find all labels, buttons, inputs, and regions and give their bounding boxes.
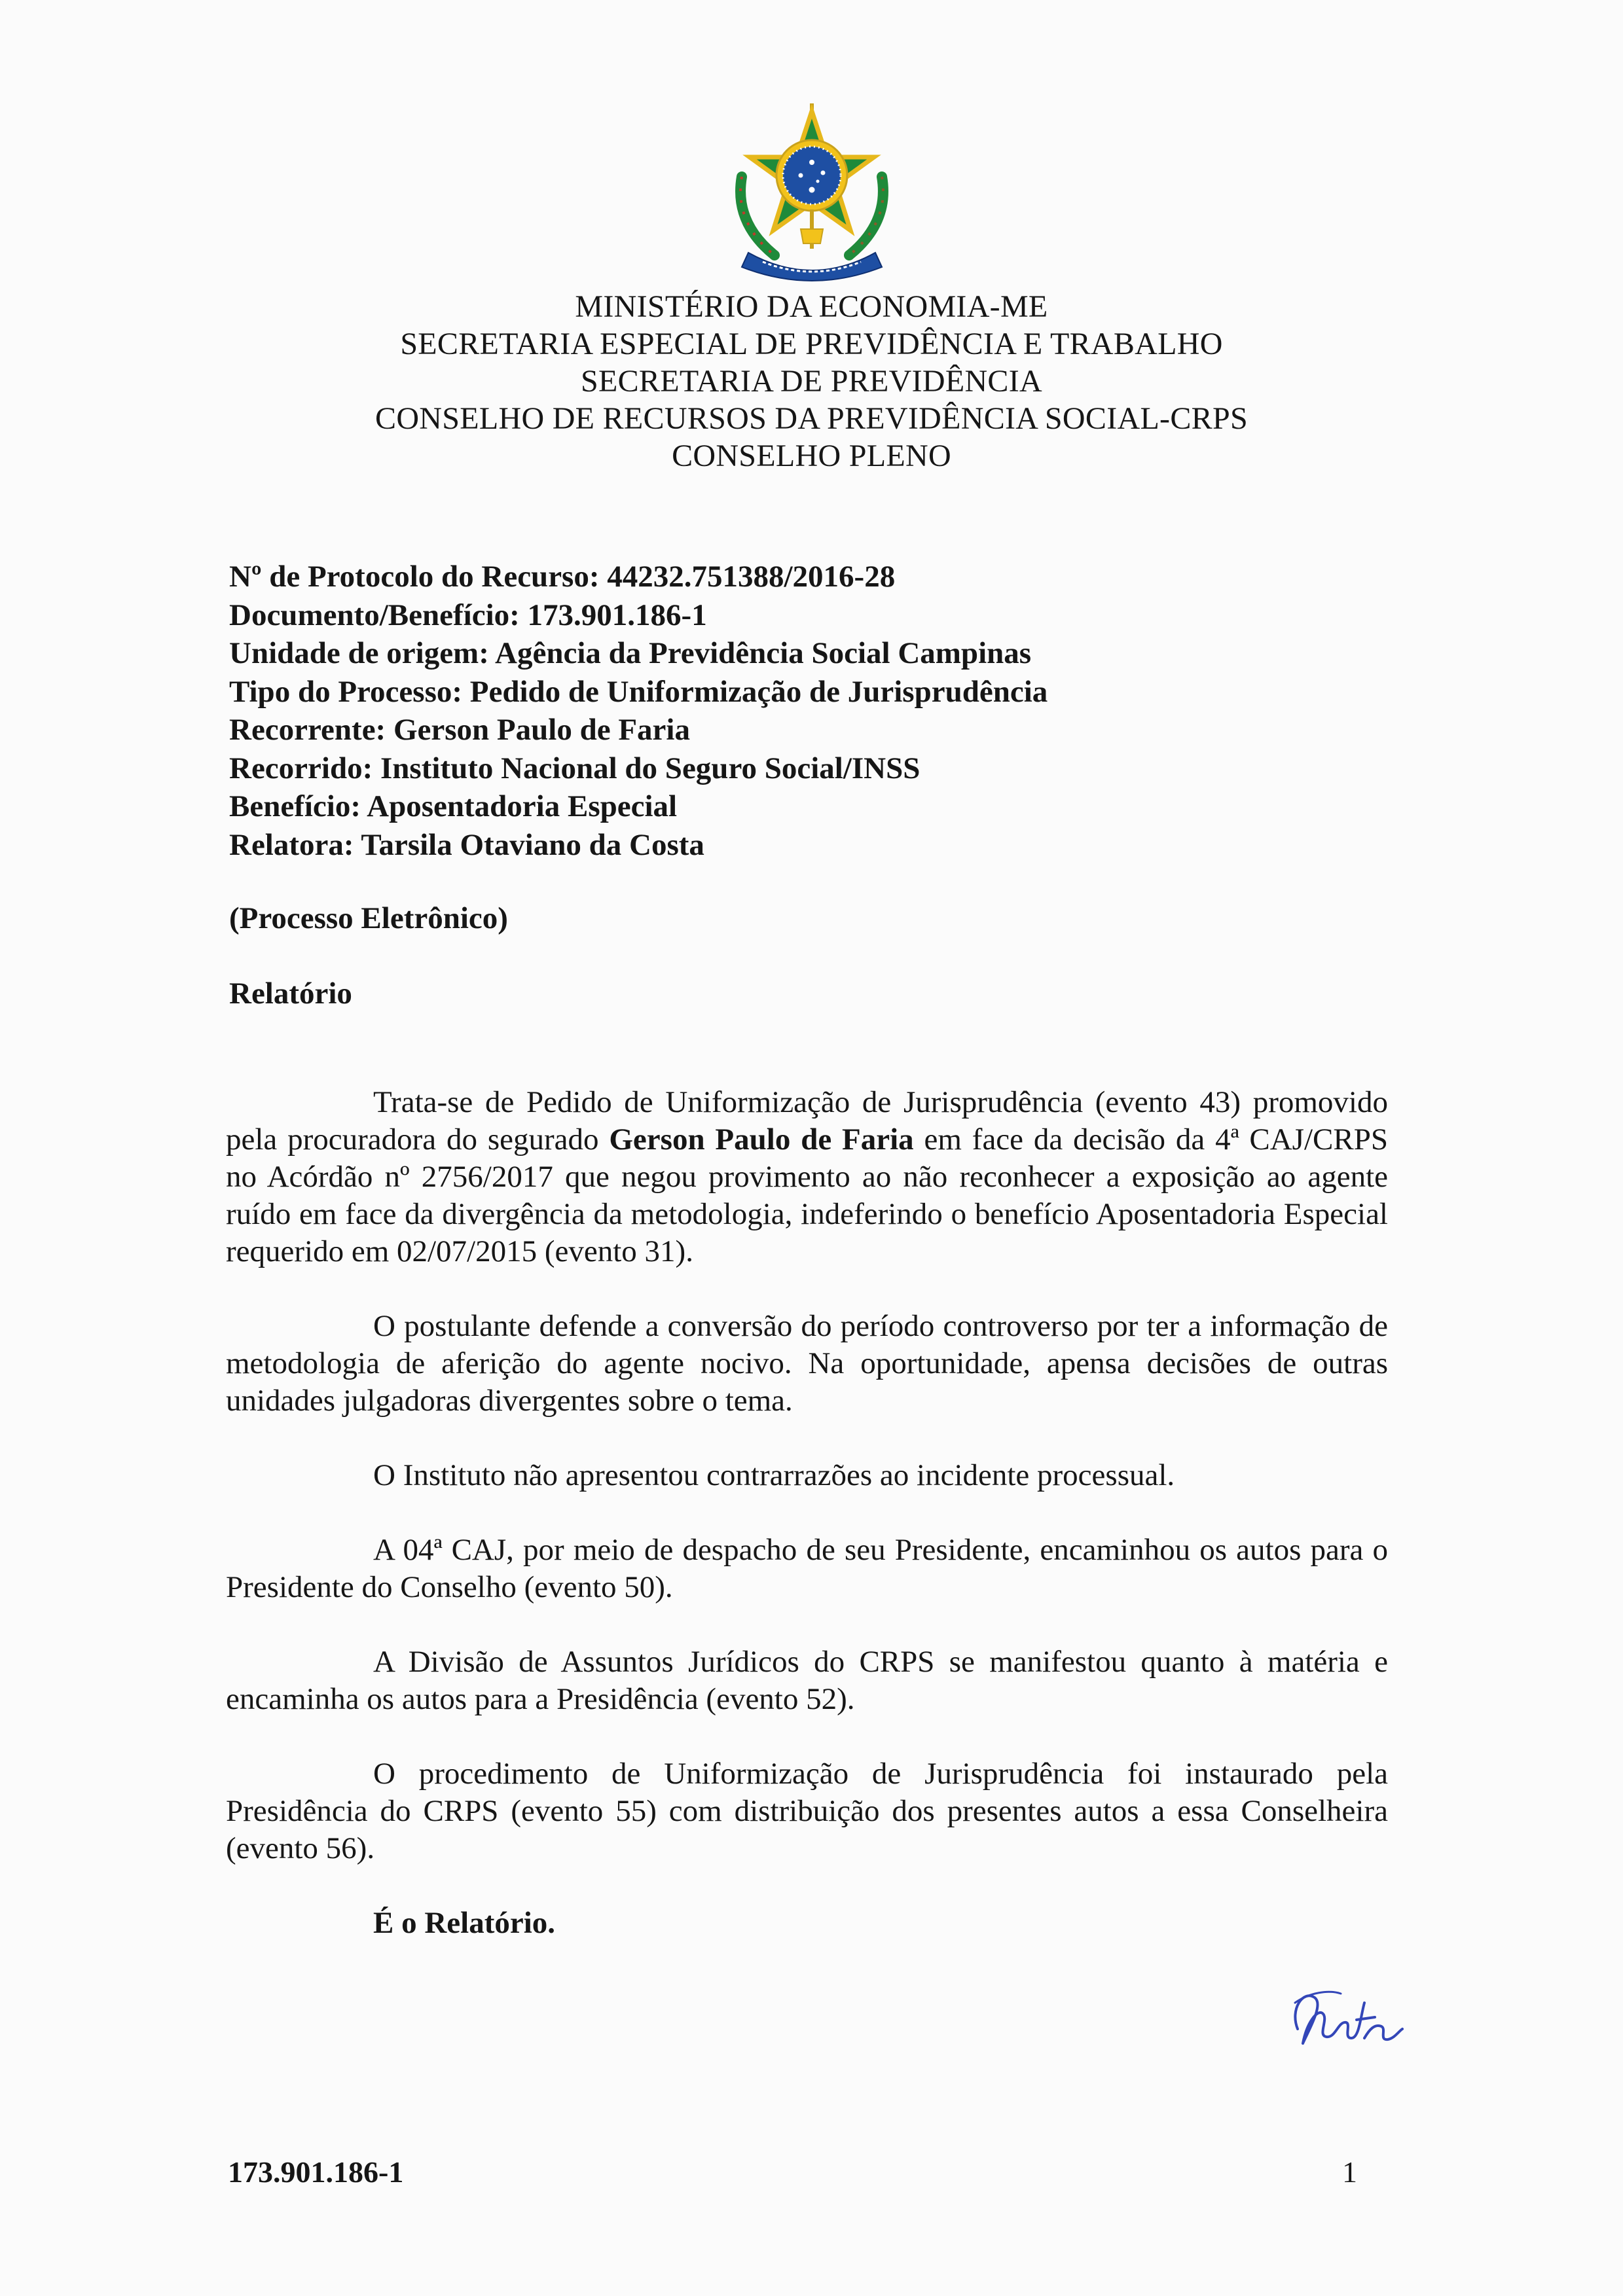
meta-appellant: Recorrente: Gerson Paulo de Faria	[229, 713, 690, 747]
letterhead	[196, 288, 1427, 475]
header-ministry: MINISTÉRIO DA ECONOMIA-ME	[575, 289, 1048, 324]
conclusion: É o Relatório.	[373, 1906, 556, 1940]
meta-appellee: Recorrido: Instituto Nacional do Seguro Social/INSS	[229, 751, 921, 785]
paragraph-1-start: Trata-se de Pedido de Uniformização de Jurisprudência (evento 43) promovido pela procuradora do segurado	[226, 1085, 1388, 1157]
page-number: 1	[1342, 2155, 1357, 2189]
paragraph-3: O Instituto não apresentou contrarrazões ao incidente processual.	[373, 1458, 1175, 1492]
paragraph-2: O postulante defende a conversão do período controverso por ter a informação de metodologia de aferição do agente nocivo. Na oportunidade, apensa decisões de outras unidades julgadoras divergentes sobre o tema.	[226, 1309, 1388, 1418]
header-special-secretariat: SECRETARIA ESPECIAL DE PREVIDÊNCIA E TRABALHO	[400, 327, 1223, 361]
insured-name: Gerson Paulo de Faria	[609, 1122, 914, 1157]
section-title: Relatório	[229, 977, 352, 1011]
paragraph-5: A Divisão de Assuntos Jurídicos do CRPS se manifestou quanto à matéria e encaminha os autos para a Presidência (evento 52).	[226, 1645, 1388, 1716]
case-metadata	[229, 558, 1408, 864]
paragraph-6: O procedimento de Uniformização de Jurisprudência foi instaurado pela Presidência do CRPS (evento 55) com distribuição dos presentes autos a essa Conselheira (evento 56).	[226, 1757, 1388, 1865]
process-type-label: (Processo Eletrônico)	[229, 901, 508, 935]
header-secretariat: SECRETARIA DE PREVIDÊNCIA	[581, 364, 1042, 399]
paragraph-4: A 04ª CAJ, por meio de despacho de seu Presidente, encaminhou os autos para o Presidente do Conselho (evento 50).	[226, 1533, 1388, 1604]
meta-protocol: Nº de Protocolo do Recurso: 44232.751388/2016-28	[229, 560, 896, 594]
paragraph-1	[226, 1084, 1388, 1270]
paragraph-1-end: em face da decisão da 4ª CAJ/CRPS no Acórdão nº 2756/2017 que negou provimento ao não reconhecer a exposição ao agente ruído em face da divergência da metodologia, indeferindo o benefício Aposentadoria Especial requerido em 02/07/2015 (evento 31).	[226, 1122, 1388, 1268]
meta-process-type: Tipo do Processo: Pedido de Uniformização de Jurisprudência	[229, 674, 1048, 709]
handwritten-signature-icon	[1283, 1983, 1408, 2055]
meta-document: Documento/Benefício: 173.901.186-1	[229, 598, 707, 632]
meta-rapporteur: Relatora: Tarsila Otaviano da Costa	[229, 827, 704, 862]
header-plenary: CONSELHO PLENO	[672, 439, 951, 473]
meta-origin-unit: Unidade de origem: Agência da Previdência Social Campinas	[229, 636, 1032, 670]
header-council: CONSELHO DE RECURSOS DA PREVIDÊNCIA SOCIAL-CRPS	[375, 401, 1248, 436]
coat-of-arms-icon	[722, 98, 902, 284]
footer-document-number: 173.901.186-1	[228, 2155, 404, 2189]
report-body	[226, 1084, 1388, 1942]
meta-benefit: Benefício: Aposentadoria Especial	[229, 789, 678, 823]
